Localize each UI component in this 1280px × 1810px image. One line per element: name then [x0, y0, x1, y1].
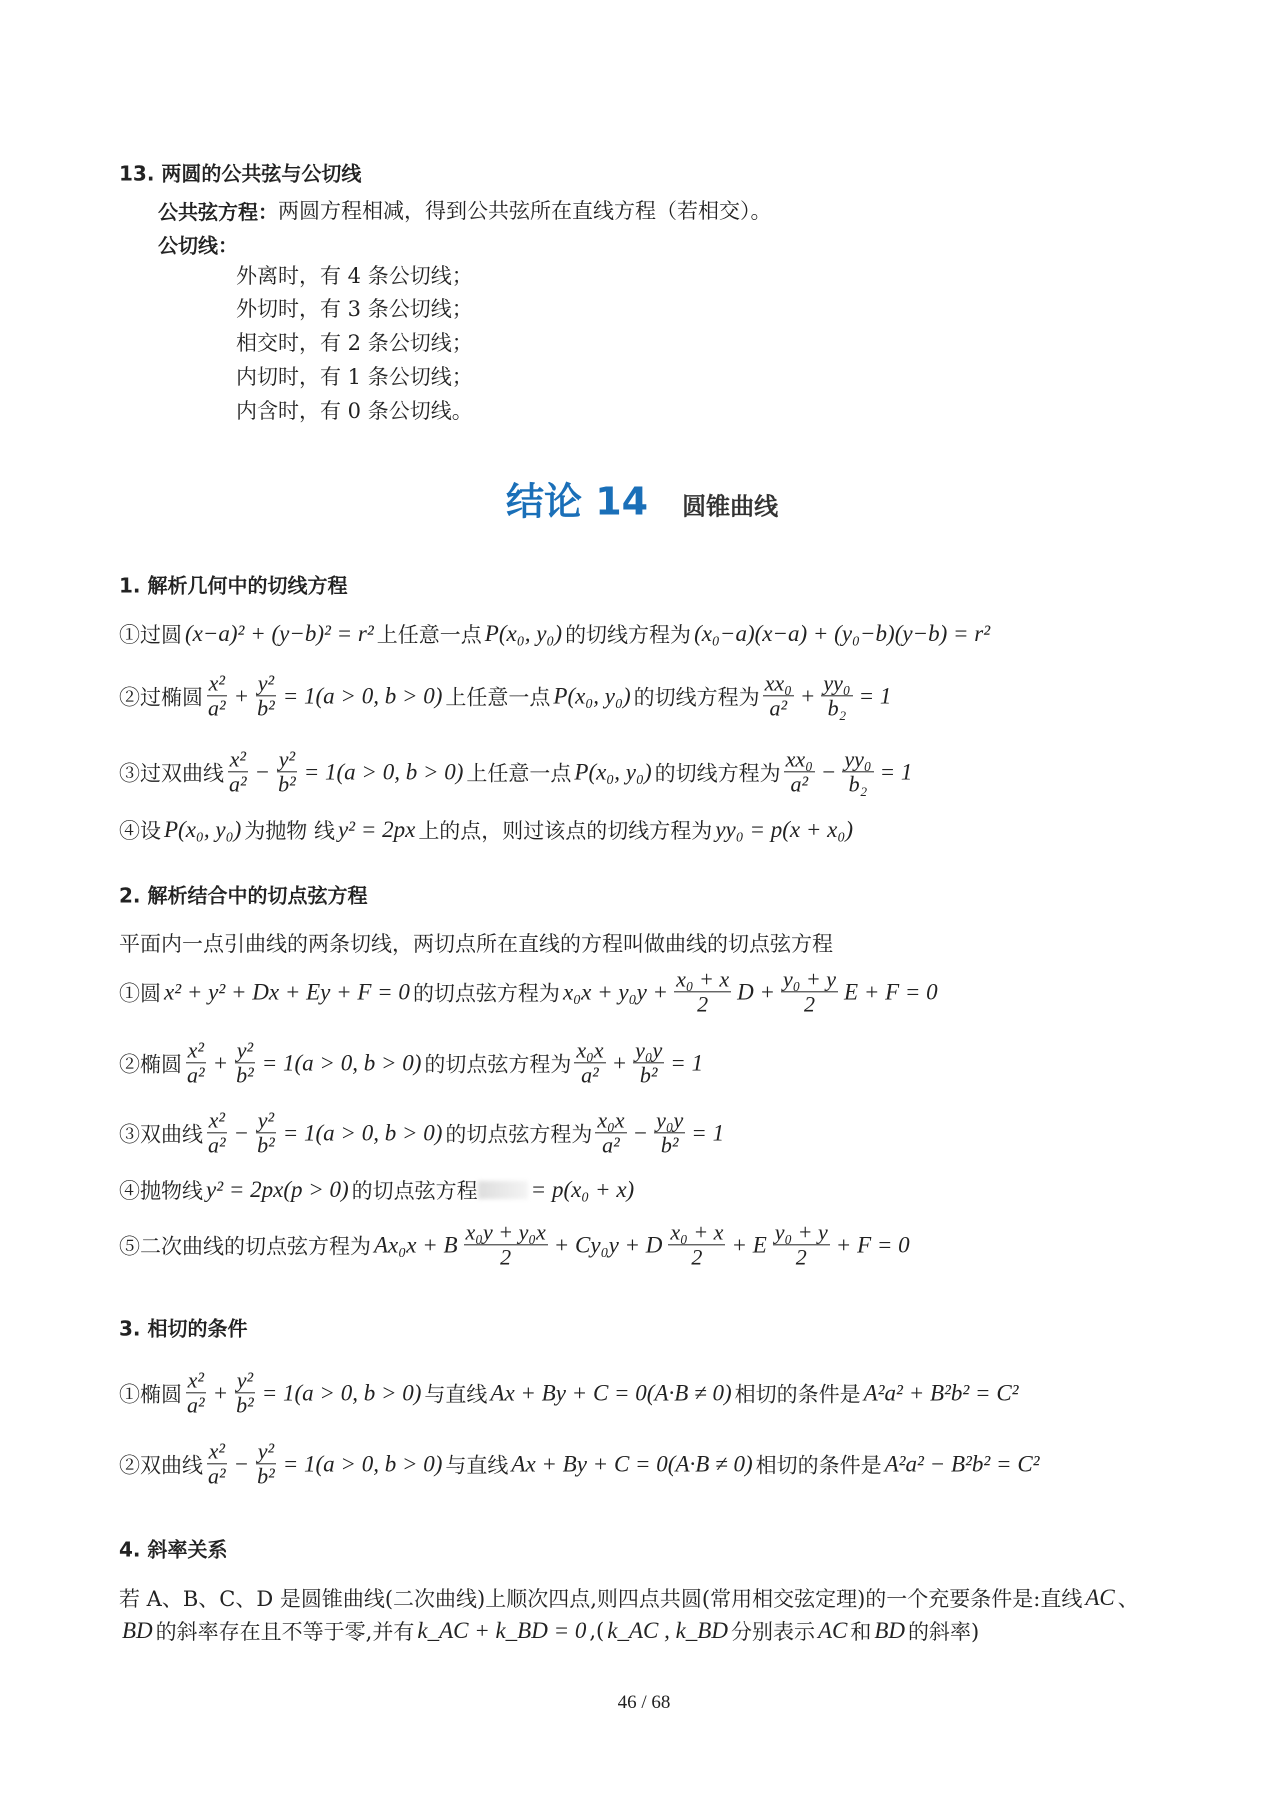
text-line: [119, 1583, 1139, 1613]
numerator: y²: [257, 670, 275, 696]
denominator: 2: [500, 1244, 512, 1270]
text: 上任意一点: [445, 685, 551, 709]
numerator: x²: [208, 670, 225, 696]
formula-line: [119, 1038, 706, 1087]
numerator: y²: [257, 1438, 275, 1464]
numerator: y²: [236, 1037, 254, 1063]
text: 的斜率): [908, 1620, 980, 1644]
math-expression: y² = 2px: [337, 817, 416, 842]
math-expression: (x₀−a)(x−a) + (y₀−b)(y−b) = r²: [694, 621, 991, 646]
math-expression: x² + y² + Dx + Ey + F = 0: [164, 979, 410, 1004]
fraction: [206, 671, 228, 720]
text: 上任意一点: [376, 623, 482, 647]
common-chord-text: 两圆方程相减，得到公共弦所在直线方程（若相交）。: [278, 199, 772, 223]
fraction: [654, 1108, 685, 1157]
text: ①过圆: [119, 623, 182, 647]
denominator: a²: [229, 771, 247, 797]
text: 的切点弦方程为: [412, 981, 560, 1005]
math-expression: yy₀ = p(x + x₀): [715, 817, 853, 842]
denominator: a²: [581, 1062, 599, 1088]
denominator: b²: [236, 1392, 254, 1418]
text: ①椭圆: [119, 1382, 182, 1406]
math-expression: −: [233, 1451, 250, 1476]
fraction: [763, 671, 794, 720]
numerator: x₀y + y₀x: [465, 1219, 546, 1245]
tangent-case: 外切时，有 3 条公切线；: [236, 297, 473, 321]
fraction: [674, 967, 731, 1016]
denominator: b₂: [827, 695, 847, 721]
math-expression: = 1(a > 0, b > 0): [282, 1451, 443, 1476]
math-expression: = 1(a > 0, b > 0): [261, 1050, 422, 1075]
denominator: a²: [208, 1463, 226, 1489]
fraction: [595, 1108, 626, 1157]
text: ④设: [119, 819, 161, 843]
fraction: [227, 747, 249, 796]
numerator: y₀ + y: [782, 966, 837, 992]
math-expression: = 1: [879, 759, 913, 784]
formula-line: [119, 671, 894, 720]
denominator: b²: [257, 695, 275, 721]
numerator: x²: [208, 1438, 225, 1464]
numerator: y²: [257, 1107, 275, 1133]
text: ④抛物线: [119, 1179, 203, 1203]
text: 若 A、B、C、D 是圆锥曲线(二次曲线)上顺次四点,则四点共圆(常用相交弦定理)的一个充要条件是:直线: [119, 1587, 1083, 1611]
numerator: x₀ + x: [676, 966, 730, 992]
math-expression: +: [212, 1050, 229, 1075]
denominator: a²: [602, 1132, 620, 1158]
text: ①圆: [119, 981, 161, 1005]
math-expression: +: [212, 1380, 229, 1405]
math-expression: = 1: [691, 1120, 725, 1145]
formula-line: [119, 1108, 727, 1157]
denominator: b²: [660, 1132, 679, 1158]
text: 的切线方程为: [633, 685, 760, 709]
denominator: a²: [187, 1062, 205, 1088]
text: 和: [850, 1620, 872, 1644]
math-expression: A²a² − B²b² = C²: [884, 1451, 1040, 1476]
common-tangent-label: 公切线：: [158, 233, 238, 258]
formula-line: [119, 1439, 1043, 1488]
common-chord-label: 公共弦方程：: [158, 199, 278, 224]
section-2-intro: 平面内一点引曲线的两条切线，两切点所在直线的方程叫做曲线的切点弦方程: [119, 932, 833, 956]
fraction: [255, 1108, 277, 1157]
tangent-case: 外离时，有 4 条公切线；: [236, 264, 473, 288]
math-expression: D +: [737, 979, 775, 1004]
text: 上的点，则过该点的切线方程为: [418, 819, 713, 843]
math-expression: + F = 0: [835, 1232, 910, 1257]
fraction: [842, 747, 873, 796]
math-expression: k_AC , k_BD: [607, 1618, 728, 1643]
text: ③双曲线: [119, 1122, 203, 1146]
math-expression: = 1(a > 0, b > 0): [303, 759, 464, 784]
section-4-heading: 4. 斜率关系: [119, 1537, 228, 1562]
conclusion-number: 结论 14: [506, 479, 649, 524]
fraction: [574, 1038, 605, 1087]
math-expression: = 1: [670, 1050, 704, 1075]
math-expression: −: [233, 1120, 250, 1145]
math-expression: AC: [817, 1618, 848, 1643]
math-expression: Ax + By + C = 0(A·B ≠ 0): [490, 1380, 732, 1405]
fraction: [781, 967, 838, 1016]
math-expression: = 1(a > 0, b > 0): [282, 1120, 443, 1145]
fraction: [276, 747, 298, 796]
fraction: [773, 1220, 830, 1269]
numerator: x²: [208, 1107, 225, 1133]
text: ②过椭圆: [119, 685, 203, 709]
numerator: xx₀: [785, 746, 813, 772]
math-expression: E + F = 0: [844, 979, 938, 1004]
text-line: [119, 1616, 979, 1646]
math-expression: +: [611, 1050, 628, 1075]
text: 分别表示: [730, 1620, 815, 1644]
math-expression: BD: [874, 1618, 906, 1643]
math-expression: k_AC + k_BD = 0: [417, 1618, 587, 1643]
numerator: xx₀: [764, 670, 792, 696]
text: ②椭圆: [119, 1052, 182, 1076]
math-expression: + Cy₀y + D: [553, 1232, 663, 1257]
text: ③过双曲线: [119, 761, 224, 785]
math-expression: −: [820, 759, 837, 784]
fraction: [255, 671, 277, 720]
denominator: b²: [278, 771, 296, 797]
denominator: a²: [208, 695, 226, 721]
section-13-heading: 13. 两圆的公共弦与公切线: [119, 161, 362, 186]
numerator: x₀ + x: [670, 1219, 724, 1245]
text: ②双曲线: [119, 1453, 203, 1477]
section-3-heading: 3. 相切的条件: [119, 1316, 248, 1341]
numerator: yy₀: [844, 746, 872, 772]
text: 、: [1117, 1587, 1139, 1611]
fraction: [464, 1220, 548, 1269]
math-expression: = 1: [858, 683, 892, 708]
math-expression: +: [233, 683, 250, 708]
page-number: 46 / 68: [617, 1692, 671, 1713]
text: 相切的条件是: [755, 1453, 882, 1477]
math-expression: +: [799, 683, 816, 708]
fraction: [206, 1108, 228, 1157]
denominator: b²: [639, 1062, 658, 1088]
text: ,(: [589, 1619, 605, 1643]
fraction: [185, 1038, 207, 1087]
common-chord-line: [158, 195, 772, 225]
math-expression: x₀x + y₀y +: [562, 979, 669, 1004]
obscured-region: [478, 1181, 528, 1199]
text: 的斜率存在且不等于零,并有: [155, 1620, 415, 1644]
conclusion-title: [506, 471, 778, 526]
numerator: x²: [229, 746, 246, 772]
formula-line: [119, 619, 993, 649]
math-expression: y² = 2px(p > 0): [206, 1177, 349, 1202]
text: 为抛物 线: [244, 819, 335, 843]
denominator: 2: [697, 991, 709, 1017]
section-2-heading: 2. 解析结合中的切点弦方程: [119, 883, 368, 908]
math-expression: BD: [122, 1618, 153, 1643]
denominator: 2: [804, 991, 815, 1017]
math-expression: Ax₀x + B: [374, 1232, 458, 1257]
fraction: [633, 1038, 664, 1087]
tangent-case: 内含时，有 0 条公切线。: [236, 399, 473, 423]
math-expression: = p(x₀ + x): [530, 1177, 635, 1202]
math-expression: AC: [1085, 1585, 1115, 1610]
numerator: x²: [187, 1037, 204, 1063]
text: ⑤二次曲线的切点弦方程为: [119, 1234, 371, 1258]
denominator: a²: [769, 695, 788, 721]
text: 的切点弦方程为: [445, 1122, 593, 1146]
numerator: x₀x: [597, 1107, 625, 1133]
text: 的切点弦方程: [351, 1179, 478, 1203]
math-expression: P(x₀, y₀): [484, 621, 563, 646]
numerator: y²: [278, 746, 296, 772]
math-expression: P(x₀, y₀): [574, 759, 652, 784]
formula-line: [119, 1220, 913, 1269]
tangent-case: 相交时，有 2 条公切线；: [236, 331, 473, 355]
text: 上任意一点: [466, 761, 572, 785]
formula-line: [119, 1175, 637, 1205]
formula-line: [119, 1368, 1022, 1417]
formula-line: [119, 747, 915, 796]
numerator: x²: [187, 1367, 204, 1393]
denominator: a²: [187, 1392, 205, 1418]
denominator: b²: [236, 1062, 254, 1088]
formula-line: [119, 815, 856, 845]
text: 的切线方程为: [654, 761, 781, 785]
tangent-case: 内切时，有 1 条公切线；: [236, 365, 473, 389]
fraction: [668, 1220, 725, 1269]
text: 的切线方程为: [565, 623, 692, 647]
fraction: [206, 1439, 228, 1488]
text: 与直线: [445, 1453, 509, 1477]
numerator: y₀ + y: [774, 1219, 828, 1245]
numerator: y₀y: [635, 1037, 663, 1063]
formula-line: [119, 967, 941, 1016]
conclusion-subtitle: 圆锥曲线: [682, 492, 779, 521]
math-expression: P(x₀, y₀): [553, 683, 631, 708]
section-1-heading: 1. 解析几何中的切线方程: [119, 573, 348, 598]
denominator: a²: [790, 771, 809, 797]
denominator: a²: [208, 1132, 226, 1158]
numerator: x₀x: [576, 1037, 604, 1063]
math-expression: Ax + By + C = 0(A·B ≠ 0): [511, 1451, 753, 1476]
fraction: [234, 1368, 256, 1417]
text: 的切点弦方程为: [424, 1052, 572, 1076]
fraction: [255, 1439, 277, 1488]
math-expression: = 1(a > 0, b > 0): [282, 683, 443, 708]
math-expression: P(x₀, y₀): [164, 817, 242, 842]
fraction: [234, 1038, 256, 1087]
math-expression: + E: [731, 1232, 767, 1257]
denominator: 2: [691, 1244, 703, 1270]
text: 与直线: [424, 1382, 488, 1406]
denominator: b₂: [848, 771, 868, 797]
fraction: [784, 747, 815, 796]
math-expression: (x−a)² + (y−b)² = r²: [185, 621, 374, 646]
math-expression: = 1(a > 0, b > 0): [261, 1380, 422, 1405]
denominator: b²: [257, 1132, 275, 1158]
math-expression: −: [632, 1120, 649, 1145]
math-expression: −: [254, 759, 271, 784]
numerator: y²: [236, 1367, 254, 1393]
denominator: b²: [257, 1463, 275, 1489]
math-expression: A²a² + B²b² = C²: [863, 1380, 1019, 1405]
text: 相切的条件是: [734, 1382, 861, 1406]
numerator: yy₀: [823, 670, 851, 696]
numerator: y₀y: [656, 1107, 684, 1133]
fraction: [185, 1368, 207, 1417]
fraction: [821, 671, 852, 720]
denominator: 2: [795, 1244, 807, 1270]
